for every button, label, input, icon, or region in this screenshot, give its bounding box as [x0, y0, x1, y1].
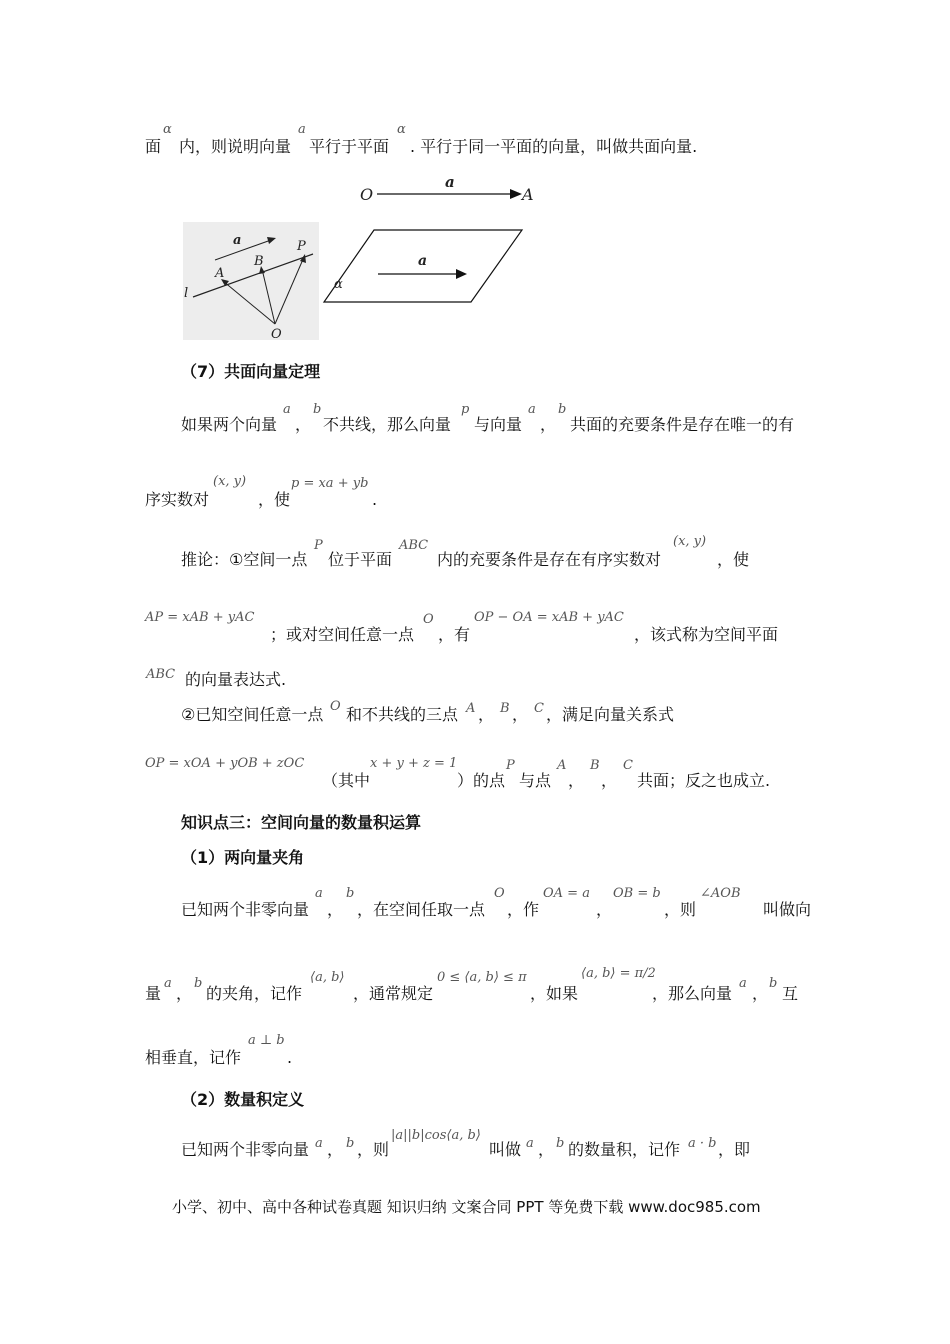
label-alpha: α: [334, 277, 343, 292]
math-B: B: [500, 701, 510, 716]
text-segment: 叫做向: [763, 900, 812, 919]
text-segment: ，: [327, 900, 344, 919]
text-segment: ，: [596, 900, 613, 919]
math-O: O: [494, 886, 505, 901]
text-segment: ，使: [258, 490, 291, 509]
section-heading: （7）共面向量定理: [181, 362, 321, 381]
math-b: b: [346, 1136, 355, 1151]
text-segment: 位于平面: [328, 550, 393, 569]
math-alpha: α: [397, 122, 406, 137]
text-segment: 内的充要条件是存在有序实数对: [437, 550, 662, 569]
text-segment: 面: [145, 137, 162, 156]
text-segment: ）的点: [457, 771, 506, 790]
math-xy: (x, y): [673, 534, 707, 549]
math-b: b: [346, 886, 355, 901]
text-segment: 相垂直，记作: [145, 1048, 242, 1067]
text-segment: 平行于平面: [309, 137, 390, 156]
text-segment: ，满足向量关系式: [546, 705, 675, 724]
section-heading: 知识点三：空间向量的数量积运算: [181, 813, 422, 832]
section-heading: （2）数量积定义: [181, 1090, 305, 1109]
math-p: p: [461, 402, 470, 417]
label-a: a: [233, 233, 242, 248]
text-segment: ，有: [438, 625, 471, 644]
math-a: a: [315, 1136, 323, 1151]
text-segment: ，: [538, 1140, 555, 1159]
text-segment: ，: [478, 705, 495, 724]
text-segment: 共面；反之也成立.: [637, 771, 771, 790]
text-segment: ，: [568, 771, 585, 790]
math-B: B: [590, 758, 600, 773]
text-segment: ，: [540, 415, 557, 434]
math-ob-eq: OB = b: [613, 886, 661, 901]
math-P: P: [314, 538, 323, 553]
math-O: O: [330, 699, 341, 714]
text-segment: ，则: [357, 1140, 390, 1159]
math-P: P: [506, 758, 515, 773]
math-b: b: [313, 402, 322, 417]
math-a: a: [739, 976, 747, 991]
math-C: C: [534, 701, 544, 716]
label-a: a: [445, 173, 455, 191]
text-segment: 推论：①空间一点: [181, 550, 308, 569]
math-ap-eq: AP = xAB + yAC: [145, 610, 255, 625]
label-l: l: [184, 286, 189, 301]
text-segment: ；或对空间任意一点: [270, 625, 415, 644]
text-segment: ，则: [664, 900, 697, 919]
section-heading: （1）两向量夹角: [181, 848, 305, 867]
text-segment: ，通常规定: [353, 984, 434, 1003]
math-A: A: [557, 758, 567, 773]
math-a: a: [528, 402, 536, 417]
text-segment: 与点: [519, 771, 552, 790]
text-segment: 的夹角，记作: [206, 984, 303, 1003]
text-segment: ，即: [718, 1140, 751, 1159]
text-segment: ，该式称为空间平面: [634, 625, 779, 644]
text-segment: 与向量: [474, 415, 523, 434]
text-segment: ，: [295, 415, 312, 434]
text-segment: ，那么向量: [652, 984, 733, 1003]
label-A: A: [215, 266, 225, 281]
math-op-eq: OP = xOA + yOB + zOC: [145, 756, 305, 771]
label-a: a: [418, 253, 428, 269]
plane-alpha-figure: [322, 228, 527, 304]
math-angle-ab: ⟨a, b⟩: [310, 970, 345, 985]
text-segment: ，: [512, 705, 529, 724]
text-segment: ，如果: [530, 984, 579, 1003]
text-segment: （其中: [322, 771, 371, 790]
text-segment: 如果两个向量: [181, 415, 278, 434]
math-b: b: [556, 1136, 565, 1151]
vector-oa-figure: [350, 170, 550, 210]
math-O: O: [423, 612, 434, 627]
math-a: a: [298, 122, 306, 137]
text-segment: .: [372, 490, 378, 509]
math-a-dot-b: a · b: [688, 1136, 717, 1151]
text-segment: 序实数对: [145, 490, 210, 509]
text-segment: 共面的充要条件是存在唯一的有: [570, 415, 795, 434]
text-segment: ，: [176, 984, 193, 1003]
text-segment: ，使: [717, 550, 750, 569]
math-alpha: α: [163, 122, 172, 137]
label-O: O: [271, 327, 282, 340]
math-ABC: ABC: [146, 667, 176, 682]
math-a: a: [315, 886, 323, 901]
math-b: b: [769, 976, 778, 991]
math-a: a: [526, 1136, 534, 1151]
text-segment: ，: [327, 1140, 344, 1159]
math-angle-aob: ∠AOB: [700, 886, 741, 901]
text-segment: ，作: [507, 900, 540, 919]
math-angle-range: 0 ≤ ⟨a, b⟩ ≤ π: [437, 970, 527, 985]
text-segment: 内，则说明向量: [179, 137, 292, 156]
text-segment: 已知两个非零向量: [181, 900, 310, 919]
math-b: b: [558, 402, 567, 417]
math-right-angle: ⟨a, b⟩ = π/2: [581, 966, 656, 981]
math-ABC: ABC: [399, 538, 429, 553]
math-dot-definition: |a||b|cos⟨a, b⟩: [391, 1128, 481, 1143]
math-p-eq: p = xa + yb: [291, 476, 369, 491]
text-segment: .: [287, 1048, 293, 1067]
text-segment: . 平行于同一平面的向量，叫做共面向量.: [410, 137, 698, 156]
text-segment: ，在空间任取一点: [357, 900, 486, 919]
math-xyz: x + y + z = 1: [370, 756, 458, 771]
label-P: P: [297, 239, 306, 254]
math-oa-eq: OA = a: [543, 886, 590, 901]
text-segment: 的数量积，记作: [568, 1140, 681, 1159]
footer-text: 小学、初中、高中各种试卷真题 知识归纳 文案合同 PPT 等免费下载 www.doc985.com: [172, 1198, 761, 1216]
math-op-oa-eq: OP − OA = xAB + yAC: [474, 610, 624, 625]
text-segment: 和不共线的三点: [346, 705, 459, 724]
math-perp: a ⊥ b: [248, 1033, 285, 1048]
text-segment: ②已知空间任意一点: [181, 705, 324, 724]
text-segment: 的向量表达式.: [185, 670, 287, 689]
label-B: B: [254, 254, 264, 269]
text-segment: 叫做: [489, 1140, 522, 1159]
math-A: A: [466, 701, 476, 716]
label-o: O: [360, 185, 374, 204]
text-segment: ，: [601, 771, 618, 790]
math-b: b: [194, 976, 203, 991]
text-segment: 互: [782, 984, 799, 1003]
math-a: a: [164, 976, 172, 991]
text-segment: ，: [752, 984, 769, 1003]
text-segment: 已知两个非零向量: [181, 1140, 310, 1159]
math-C: C: [623, 758, 633, 773]
math-xy: (x, y): [213, 474, 247, 489]
text-segment: 不共线，那么向量: [323, 415, 452, 434]
math-a: a: [283, 402, 291, 417]
line-vectors-figure: [183, 222, 319, 340]
text-segment: 量: [145, 984, 162, 1003]
label-A: A: [522, 185, 534, 204]
